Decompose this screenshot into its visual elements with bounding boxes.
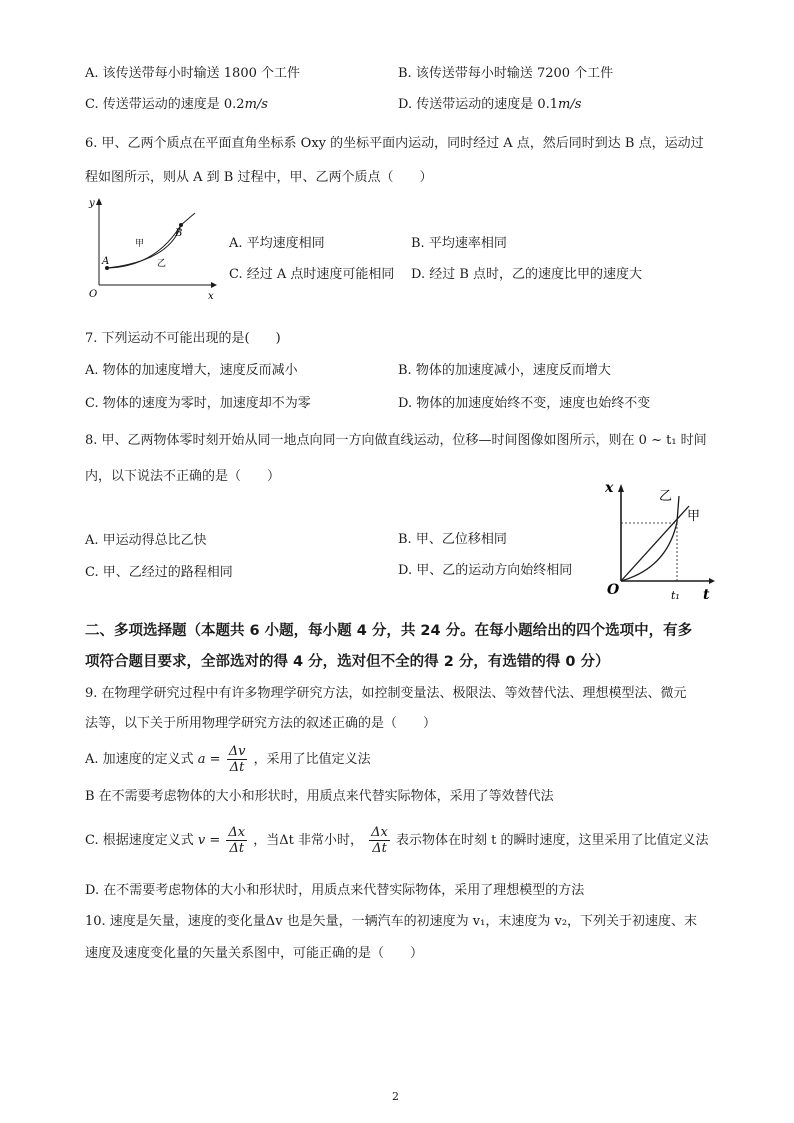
q9-option-c bbox=[85, 825, 709, 857]
q8-t-axis-arrow bbox=[709, 578, 715, 584]
q6-b-label: B bbox=[175, 228, 183, 239]
q8-stem-line2: 内，以下说法不正确的是（ ） bbox=[85, 469, 281, 484]
q6-y-label: y bbox=[89, 198, 95, 209]
q6-origin-label: O bbox=[89, 289, 98, 300]
q8-option-c: C. 甲、乙经过的路程相同 bbox=[85, 565, 233, 580]
q6-trajectory-figure bbox=[85, 195, 220, 300]
q5-option-d-unit: m/s bbox=[558, 97, 582, 112]
q8-curve-yi bbox=[621, 496, 679, 581]
q8-xt-figure bbox=[593, 478, 718, 603]
q6-option-b: B. 平均速率相同 bbox=[411, 236, 507, 251]
q8-origin-label: O bbox=[607, 582, 620, 598]
q9-option-a-var: a = bbox=[197, 752, 221, 767]
q9-option-c-tail: 表示物体在时刻 t 的瞬时速度，这里采用了比值定义法 bbox=[396, 833, 709, 848]
q8-line-jia bbox=[621, 506, 689, 581]
q10-stem-line2: 速度及速度变化量的矢量关系图中，可能正确的是（ ） bbox=[85, 946, 424, 961]
q8-option-a: A. 甲运动得总比乙快 bbox=[85, 533, 207, 548]
q5-option-d bbox=[398, 96, 581, 114]
q8-x-axis-arrow bbox=[618, 484, 624, 492]
q9-option-c-denominator: Δt bbox=[229, 841, 245, 856]
section2-heading-line2: 项符合题目要求，全部选对的得 4 分，选对但不全的得 2 分，有选错的得 0 分） bbox=[85, 654, 610, 670]
q6-x-axis-arrow bbox=[211, 282, 217, 288]
q9-option-c-numerator: Δx bbox=[228, 825, 246, 840]
q9-option-a-denominator: Δt bbox=[229, 760, 245, 775]
q8-t-label: t bbox=[703, 587, 710, 603]
q6-x-label: x bbox=[208, 291, 214, 300]
q6-y-axis-arrow bbox=[96, 198, 102, 205]
q5-option-c-unit: m/s bbox=[244, 97, 268, 112]
q7-option-c: C. 物体的速度为零时，加速度却不为零 bbox=[85, 396, 311, 411]
q9-option-b: B 在不需要考虑物体的大小和形状时，用质点来代替实际物体，采用了等效替代法 bbox=[85, 789, 554, 804]
q7-option-b: B. 物体的加速度减小，速度反而增大 bbox=[398, 363, 611, 378]
q9-option-a-fraction bbox=[227, 744, 248, 775]
q6-point-b bbox=[179, 223, 183, 227]
q6-yi-label: 乙 bbox=[157, 259, 167, 269]
q9-option-c-var: v = bbox=[197, 833, 221, 848]
q9-option-c-text: C. 根据速度定义式 bbox=[85, 833, 194, 848]
q7-option-a: A. 物体的加速度增大，速度反而减小 bbox=[85, 363, 298, 378]
q5-option-c-text: C. 传送带运动的速度是 0.2 bbox=[85, 97, 245, 112]
q9-option-c-fraction bbox=[226, 825, 247, 856]
q9-option-c-middle: ，当Δt 非常小时， bbox=[253, 833, 364, 848]
q6-extension-line bbox=[181, 213, 195, 225]
q9-stem-line1: 9. 在物理学研究过程中有许多物理学研究方法，如控制变量法、极限法、等效替代法、理想模型法、微元 bbox=[85, 686, 687, 701]
q9-option-d: D. 在不需要考虑物体的大小和形状时，用质点来代替实际物体，采用了理想模型的方法 bbox=[85, 883, 585, 898]
q9-option-c-fraction2 bbox=[369, 825, 390, 856]
q8-jia-label: 甲 bbox=[687, 509, 701, 524]
q7-option-d: D. 物体的加速度始终不变，速度也始终不变 bbox=[398, 396, 651, 411]
q9-option-a-text: A. 加速度的定义式 bbox=[85, 752, 194, 767]
section2-heading-line1: 二、多项选择题（本题共 6 小题，每小题 4 分，共 24 分。在每小题给出的四个选项中，有多 bbox=[85, 623, 693, 639]
page-number: 2 bbox=[392, 1090, 399, 1103]
q6-stem-line1: 6. 甲、乙两个质点在平面直角坐标系 Oxy 的坐标平面内运动，同时经过 A 点，然后同时到达 B 点，运动过 bbox=[85, 136, 704, 151]
q8-x-label: x bbox=[605, 480, 614, 496]
q8-yi-label: 乙 bbox=[659, 489, 673, 504]
q5-option-b: B. 该传送带每小时输送 7200 个工件 bbox=[398, 66, 614, 81]
q9-option-a bbox=[85, 744, 371, 776]
q9-option-a-tail: ，采用了比值定义法 bbox=[253, 752, 371, 767]
q8-option-d: D. 甲、乙的运动方向始终相同 bbox=[398, 563, 573, 578]
q8-option-b: B. 甲、乙位移相同 bbox=[398, 532, 507, 547]
q10-stem-line1: 10. 速度是矢量，速度的变化量Δv 也是矢量，一辆汽车的初速度为 v₁，末速度为 v₂，下列关于初速度、末 bbox=[85, 914, 698, 929]
q8-t1-label: t₁ bbox=[671, 589, 680, 602]
q5-option-d-text: D. 传送带运动的速度是 0.1 bbox=[398, 97, 559, 112]
q9-option-c-denominator2: Δt bbox=[372, 841, 387, 856]
q6-stem-line2: 程如图所示，则从 A 到 B 过程中，甲、乙两个质点（ ） bbox=[85, 170, 433, 185]
q5-option-c bbox=[85, 96, 268, 114]
q9-option-c-numerator2: Δx bbox=[371, 825, 388, 840]
q5-option-a: A. 该传送带每小时输送 1800 个工件 bbox=[85, 66, 301, 81]
q6-option-c: C. 经过 A 点时速度可能相同 bbox=[229, 267, 395, 282]
q9-stem-line2: 法等，以下关于所用物理学研究方法的叙述正确的是（ ） bbox=[85, 716, 437, 731]
q7-stem: 7. 下列运动不可能出现的是( ) bbox=[85, 331, 281, 346]
q6-jia-label: 甲 bbox=[135, 239, 145, 249]
q9-option-a-numerator: Δv bbox=[228, 744, 246, 759]
q6-option-a: A. 平均速度相同 bbox=[229, 236, 325, 251]
q6-a-label: A bbox=[102, 256, 110, 267]
q8-stem-line1: 8. 甲、乙两物体零时刻开始从同一地点向同一方向做直线运动，位移—时间图像如图所示，则在 0 ~ t₁ 时间 bbox=[85, 433, 707, 448]
q6-option-d: D. 经过 B 点时，乙的速度比甲的速度大 bbox=[411, 267, 643, 282]
